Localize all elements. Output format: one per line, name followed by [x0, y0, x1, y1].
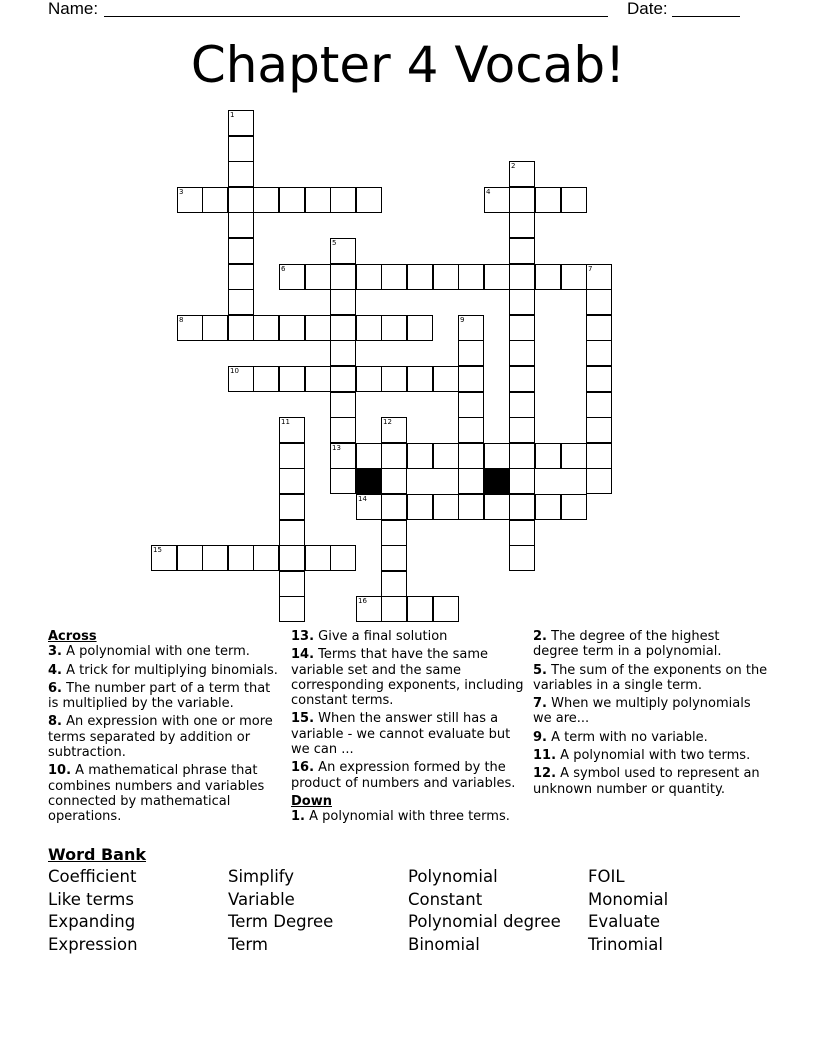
grid-cell[interactable]: [458, 468, 484, 494]
grid-cell[interactable]: [305, 315, 331, 341]
clue-across-14: 14. Terms that have the same variable set and the same corresponding exponents, including constant terms.: [291, 647, 524, 709]
grid-cell[interactable]: [407, 443, 433, 469]
grid-cell[interactable]: [177, 545, 203, 571]
word-bank-item: Coefficient: [48, 867, 137, 886]
grid-cell[interactable]: [433, 443, 459, 469]
grid-cell[interactable]: [228, 315, 254, 341]
grid-cell[interactable]: [356, 366, 382, 392]
grid-cell[interactable]: [228, 545, 254, 571]
word-bank: [48, 866, 768, 956]
grid-cell[interactable]: [509, 315, 535, 341]
grid-cell[interactable]: [381, 494, 407, 520]
clue-across-3: 3. A polynomial with one term.: [48, 644, 250, 660]
clue-number: 16: [358, 597, 367, 605]
grid-cell[interactable]: [381, 520, 407, 546]
grid-cell[interactable]: [381, 443, 407, 469]
grid-cell[interactable]: [535, 264, 561, 290]
grid-cell[interactable]: [253, 187, 279, 213]
grid-cell[interactable]: [586, 366, 612, 392]
word-bank-item: Monomial: [588, 889, 669, 909]
grid-cell[interactable]: [535, 187, 561, 213]
word-bank-item: Evaluate: [588, 912, 661, 932]
grid-cell[interactable]: [202, 187, 228, 213]
clue-number: 3: [179, 188, 184, 196]
grid-cell[interactable]: [509, 494, 535, 520]
clue-across-4: 4. A trick for multiplying binomials.: [48, 662, 278, 678]
grid-cell[interactable]: [381, 366, 407, 392]
black-square: [356, 468, 382, 494]
grid-cell[interactable]: [509, 340, 535, 366]
word-bank-item: Like terms: [48, 889, 134, 909]
grid-cell[interactable]: [433, 494, 459, 520]
grid-cell[interactable]: [586, 340, 612, 366]
clue-number: 6: [281, 265, 286, 273]
clues-column-2: [291, 629, 527, 828]
clue-number: 1: [230, 111, 235, 119]
grid-cell[interactable]: [561, 443, 587, 469]
clue-down-11: 11. A polynomial with two terms.: [533, 748, 751, 764]
grid-cell[interactable]: [561, 494, 587, 520]
grid-cell[interactable]: [381, 545, 407, 571]
grid-cell[interactable]: [305, 187, 331, 213]
grid-cell[interactable]: [407, 264, 433, 290]
clue-down-9: 9. A term with no variable.: [533, 729, 708, 745]
word-bank-item: Expanding: [48, 912, 136, 932]
grid-cell[interactable]: [458, 340, 484, 366]
grid-cell[interactable]: [433, 596, 459, 622]
word-bank-item: Constant: [408, 889, 483, 909]
clue-across-13: 13. Give a final solution: [291, 629, 448, 644]
word-bank-item: Trinomial: [588, 934, 663, 954]
grid-cell[interactable]: [509, 545, 535, 571]
grid-cell[interactable]: [484, 264, 510, 290]
grid-cell[interactable]: [228, 136, 254, 162]
grid-cell[interactable]: [228, 289, 254, 315]
word-bank-item: Term Degree: [228, 912, 334, 932]
down-heading: Down: [291, 793, 332, 809]
word-bank-item: Expression: [48, 934, 138, 954]
clue-number: 15: [153, 546, 162, 554]
grid-cell[interactable]: [509, 468, 535, 494]
grid-cell[interactable]: [509, 264, 535, 290]
grid-cell[interactable]: [330, 187, 356, 213]
grid-cell[interactable]: [381, 264, 407, 290]
grid-cell[interactable]: [305, 264, 331, 290]
grid-cell[interactable]: [509, 443, 535, 469]
grid-cell[interactable]: [228, 264, 254, 290]
grid-cell[interactable]: [509, 392, 535, 418]
grid-cell[interactable]: [458, 443, 484, 469]
word-bank-item: Binomial: [408, 934, 480, 954]
grid-cell[interactable]: [356, 264, 382, 290]
grid-cell[interactable]: [330, 417, 356, 443]
grid-cell[interactable]: [253, 315, 279, 341]
grid-cell[interactable]: [279, 571, 305, 597]
grid-cell[interactable]: [458, 494, 484, 520]
clue-across-8: 8. An expression with one or more terms separated by addition or subtraction.: [48, 714, 273, 761]
grid-cell[interactable]: [586, 289, 612, 315]
grid-cell[interactable]: [279, 315, 305, 341]
grid-cell[interactable]: [407, 596, 433, 622]
grid-cell[interactable]: [330, 366, 356, 392]
clue-number: 11: [281, 418, 290, 426]
grid-cell[interactable]: [330, 315, 356, 341]
grid-cell[interactable]: [407, 315, 433, 341]
grid-cell[interactable]: [458, 392, 484, 418]
grid-cell[interactable]: [509, 366, 535, 392]
grid-cell[interactable]: [586, 392, 612, 418]
grid-cell[interactable]: [279, 366, 305, 392]
grid-cell[interactable]: [356, 315, 382, 341]
clue-number: 2: [511, 162, 516, 170]
clue-number: 9: [460, 316, 465, 324]
grid-cell[interactable]: [202, 315, 228, 341]
grid-cell[interactable]: [305, 545, 331, 571]
clue-down-12: 12. A symbol used to represent an unknown number or quantity.: [533, 766, 760, 797]
grid-cell[interactable]: [279, 545, 305, 571]
clue-number: 10: [230, 367, 239, 375]
grid-cell[interactable]: [586, 443, 612, 469]
grid-cell[interactable]: [381, 571, 407, 597]
grid-cell[interactable]: [509, 187, 535, 213]
grid-cell[interactable]: [330, 340, 356, 366]
grid-cell[interactable]: [330, 468, 356, 494]
word-bank-item: Polynomial: [408, 867, 498, 886]
grid-cell[interactable]: [305, 366, 331, 392]
clue-number: 13: [332, 444, 341, 452]
grid-cell[interactable]: [407, 494, 433, 520]
grid-cell[interactable]: [586, 417, 612, 443]
grid-cell[interactable]: [509, 212, 535, 238]
page-title: Chapter 4 Vocab!: [190, 36, 626, 94]
grid-cell[interactable]: [509, 238, 535, 264]
word-bank-item: Simplify: [228, 867, 295, 886]
grid-cell[interactable]: [561, 264, 587, 290]
grid-cell[interactable]: [535, 443, 561, 469]
grid-cell[interactable]: [279, 443, 305, 469]
word-bank-item: FOIL: [588, 867, 625, 886]
grid-cell[interactable]: [228, 187, 254, 213]
grid-cell[interactable]: [330, 264, 356, 290]
grid-cell[interactable]: [535, 494, 561, 520]
clue-number: 4: [486, 188, 491, 196]
name-label: Name:: [48, 0, 99, 18]
grid-cell[interactable]: [458, 366, 484, 392]
clue-number: 7: [588, 265, 593, 273]
grid-cell[interactable]: [279, 494, 305, 520]
word-bank-item: Term: [228, 934, 268, 954]
grid-cell[interactable]: [356, 443, 382, 469]
grid-cell[interactable]: [330, 289, 356, 315]
grid-cell[interactable]: [561, 187, 587, 213]
grid-cell[interactable]: [458, 417, 484, 443]
grid-cell[interactable]: [356, 187, 382, 213]
clues-column-3: [533, 629, 769, 800]
grid-cell[interactable]: [202, 545, 228, 571]
grid-cell[interactable]: [509, 520, 535, 546]
clues-column-1: [48, 629, 284, 828]
clue-down-5: 5. The sum of the exponents on the variables in a single term.: [533, 662, 768, 693]
grid-cell[interactable]: [228, 161, 254, 187]
grid-cell[interactable]: [433, 366, 459, 392]
clue-across-6: 6. The number part of a term that is multiplied by the variable.: [48, 680, 271, 712]
grid-cell[interactable]: [330, 545, 356, 571]
grid-cell[interactable]: [228, 238, 254, 264]
grid-cell[interactable]: [279, 520, 305, 546]
clue-down-7: 7. When we multiply polynomials we are...: [533, 696, 751, 727]
grid-cell[interactable]: [253, 366, 279, 392]
clue-number: 8: [179, 316, 184, 324]
clue-down-1: 1. A polynomial with three terms.: [291, 809, 510, 825]
date-label: Date:: [627, 0, 668, 18]
grid-cell[interactable]: [279, 187, 305, 213]
clue-across-15: 15. When the answer still has a variable - we cannot evaluate but we can ...: [291, 711, 511, 758]
across-heading: Across: [48, 629, 97, 644]
clue-down-2: 2. The degree of the highest degree term in a polynomial.: [533, 629, 722, 660]
grid-cell[interactable]: [381, 596, 407, 622]
grid-cell[interactable]: [381, 315, 407, 341]
grid-cell[interactable]: [407, 366, 433, 392]
grid-cell[interactable]: [381, 468, 407, 494]
grid-cell[interactable]: [586, 315, 612, 341]
grid-cell[interactable]: [458, 264, 484, 290]
grid-cell[interactable]: [586, 468, 612, 494]
grid-cell[interactable]: [509, 289, 535, 315]
clue-number: 5: [332, 239, 337, 247]
word-bank-item: Variable: [228, 889, 295, 909]
black-square: [484, 468, 510, 494]
clue-across-16: 16. An expression formed by the product of numbers and variables.: [291, 760, 516, 791]
clue-across-10: 10. A mathematical phrase that combines numbers and variables connected by mathematical operations.: [48, 763, 265, 825]
word-bank-item: Polynomial degree: [408, 912, 561, 932]
grid-cell[interactable]: [279, 468, 305, 494]
word-bank-heading: Word Bank: [48, 845, 147, 864]
clue-number: 14: [358, 495, 367, 503]
clue-number: 12: [383, 418, 392, 426]
grid-cell[interactable]: [228, 212, 254, 238]
grid-cell[interactable]: [509, 417, 535, 443]
grid-cell[interactable]: [330, 392, 356, 418]
grid-cell[interactable]: [253, 545, 279, 571]
grid-cell[interactable]: [484, 494, 510, 520]
grid-cell[interactable]: [433, 264, 459, 290]
grid-cell[interactable]: [484, 443, 510, 469]
grid-cell[interactable]: [279, 596, 305, 622]
